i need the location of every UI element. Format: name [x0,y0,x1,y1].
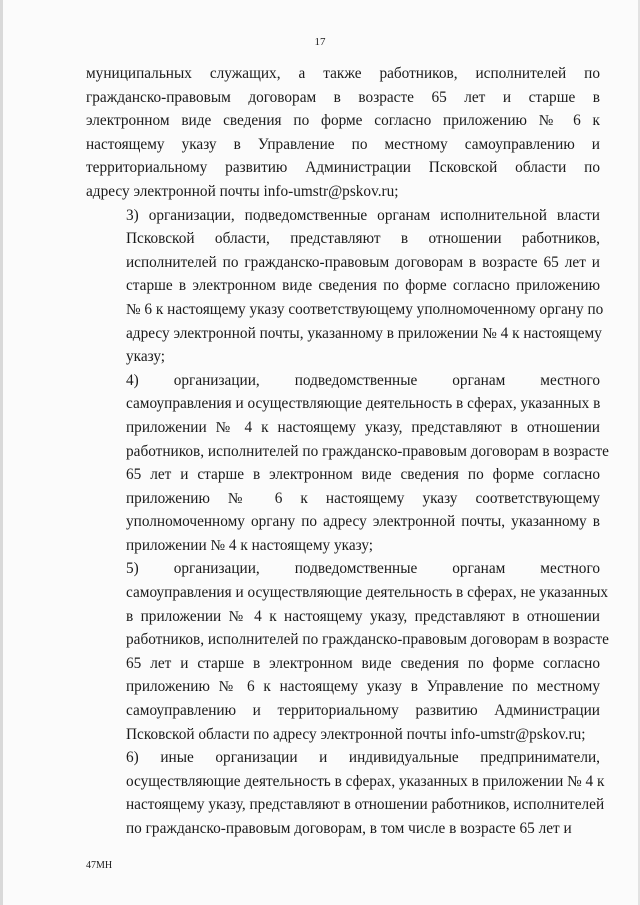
text-line: приложении № 4 к настоящему указу, представляют в отношении [126,418,600,436]
text-line: 3) организации, подведомственные органам исполнительной власти [126,206,600,224]
text-line: работников, исполнителей по гражданско-правовым договорам в возрасте [126,631,609,649]
paragraph [86,557,609,746]
document-body [86,62,609,841]
text-line: работников, исполнителей по гражданско-правовым договорам в возрасте [126,442,609,460]
text-line: самоуправления и осуществляющие деятельность в сферах, не указанных [126,584,609,602]
text-line: 65 лет и старше в электронном виде сведения по форме согласно [126,654,600,672]
text-line: муниципальных служащих, а также работников, исполнителей по [86,65,600,82]
text-line: самоуправления и осуществляющие деятельность в сферах, указанных в [126,395,601,413]
text-line: гражданско-правовым договорам в возрасте 65 лет и старше в [86,88,600,106]
text-line: территориальному развитию Администрации Псковской области по [86,159,600,177]
text-line: приложению № 6 к настоящему указу соответствующему [126,489,600,507]
text-line: приложении № 4 к настоящему указу; [126,536,374,554]
text-line: 5) организации, подведомственные органам местного [126,560,600,578]
text-line: адресу электронной почты, указанному в приложении № 4 к настоящему [126,324,602,342]
text-line: адресу электронной почты info-umstr@pskov.ru; [86,182,399,200]
text-line: № 6 к настоящему указу соответствующему уполномоченному органу по [126,300,604,318]
paragraph [86,746,605,840]
text-line: 65 лет и старше в электронном виде сведения по форме согласно [126,466,600,484]
text-line: уполномоченному органу по адресу электронной почты, указанному в [126,513,600,531]
text-line: осуществляющие деятельность в сферах, указанных в приложении № 4 к [126,772,605,790]
footer-code: 47МН [86,860,113,871]
text-line: старше в электронном виде сведения по форме согласно приложению [126,277,600,295]
text-line: настоящему указу, представляют в отношении работников, исполнителей [126,796,605,814]
page-number: 17 [314,36,326,48]
text-line: 6) иные организации и индивидуальные предприниматели, [126,749,600,767]
text-line: по гражданско-правовым договорам, в том числе в возрасте 65 лет и [126,820,572,837]
text-line: указу; [126,348,166,366]
text-line: приложению № 6 к настоящему указу в Управление по местному [126,678,600,696]
text-line: Псковской области, представляют в отношении работников, [126,230,600,248]
text-line: настоящему указу в Управление по местному самоуправлению и [86,135,600,153]
scan-edge-left [0,0,3,905]
text-line: электронном виде сведения по форме согласно приложению № 6 к [86,112,600,130]
text-line: самоуправлению и территориальному развитию Администрации [126,702,600,720]
paragraph [86,369,609,558]
text-line: в приложении № 4 к настоящему указу, представляют в отношении [126,607,600,625]
text-line: исполнителей по гражданско-правовым договорам в возрасте 65 лет и [126,253,600,271]
text-line: 4) организации, подведомственные органам местного [126,371,600,389]
paragraph [86,62,600,204]
text-line: Псковской области по адресу электронной почты info-umstr@pskov.ru; [126,725,586,743]
paragraph [86,204,604,369]
